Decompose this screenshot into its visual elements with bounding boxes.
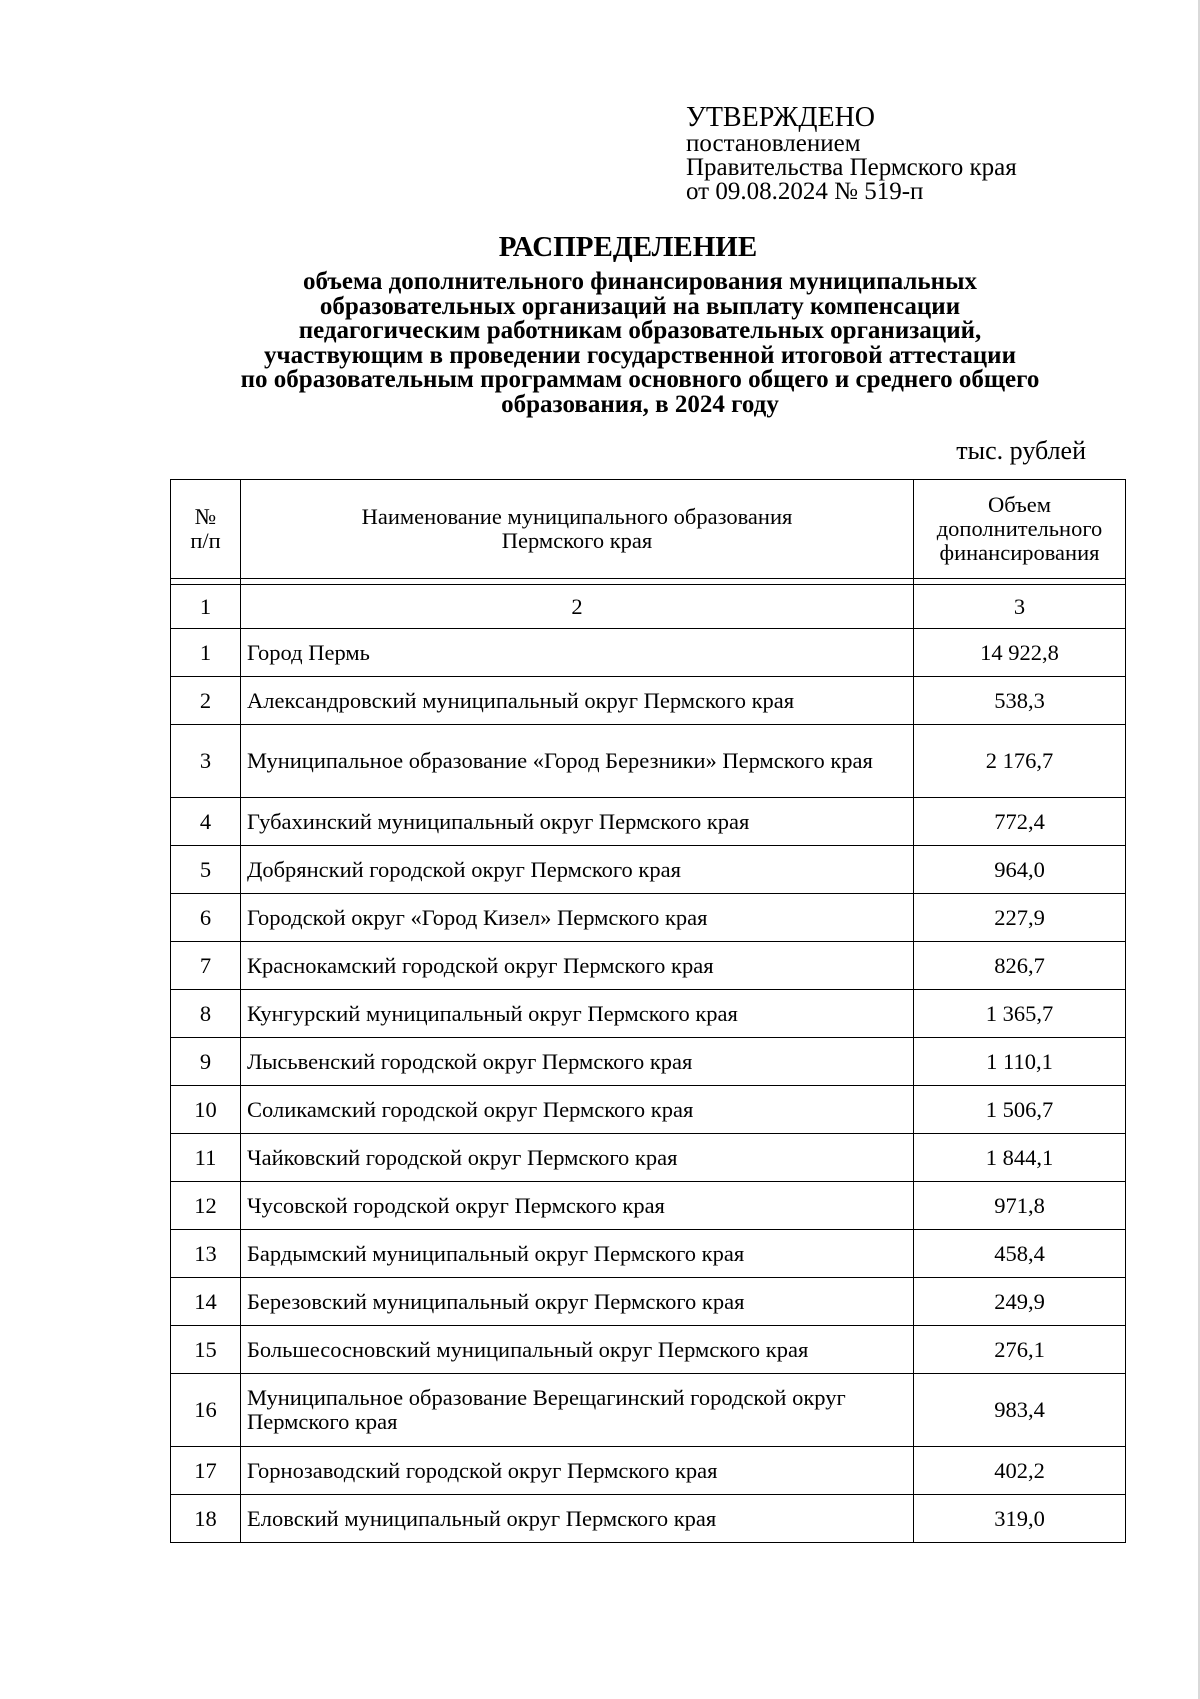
table-row [171, 1278, 1126, 1326]
table-row [171, 846, 1126, 894]
subtitle-line: по образовательным программам основного общего и среднего общего [240, 366, 1040, 393]
header-value-line: финансирования [939, 540, 1100, 565]
allocation-table [170, 479, 1126, 1543]
row-number: 8 [171, 990, 241, 1038]
funding-value: 1 844,1 [914, 1134, 1126, 1182]
subtitle-line: педагогическим работникам образовательных организаций, [298, 317, 982, 344]
funding-value: 458,4 [914, 1230, 1126, 1278]
row-number: 4 [171, 798, 241, 846]
funding-value: 1 365,7 [914, 990, 1126, 1038]
funding-value: 772,4 [914, 798, 1126, 846]
subtitle-line: участвующим в проведении государственной итоговой аттестации [264, 341, 1016, 369]
table-row [171, 894, 1126, 942]
table-row [171, 1086, 1126, 1134]
funding-value: 1 110,1 [914, 1038, 1126, 1086]
header-name-line: Наименование муниципального образования [361, 504, 793, 529]
funding-value: 227,9 [914, 894, 1126, 942]
row-number: 11 [171, 1134, 241, 1182]
funding-value: 983,4 [914, 1374, 1126, 1447]
row-number: 10 [171, 1086, 241, 1134]
municipality-name: Город Пермь [241, 629, 914, 677]
row-number: 13 [171, 1230, 241, 1278]
row-number: 5 [171, 846, 241, 894]
column-index: 2 [241, 585, 914, 629]
table-row [171, 629, 1126, 677]
municipality-name: Кунгурский муниципальный округ Пермского края [241, 990, 914, 1038]
table-row [171, 942, 1126, 990]
table-row [171, 725, 1126, 798]
row-number: 17 [171, 1447, 241, 1495]
row-number: 7 [171, 942, 241, 990]
municipality-name: Березовский муниципальный округ Пермского края [241, 1278, 914, 1326]
municipality-name: Горнозаводский городской округ Пермского края [241, 1447, 914, 1495]
municipality-name: Александровский муниципальный округ Пермского края [241, 677, 914, 725]
municipality-name: Городской округ «Город Кизел» Пермского края [241, 894, 914, 942]
approval-stamp [686, 104, 1017, 204]
header-name [241, 480, 914, 579]
row-number: 9 [171, 1038, 241, 1086]
municipality-name: Соликамский городской округ Пермского края [241, 1086, 914, 1134]
table-row [171, 1447, 1126, 1495]
approval-date: от 09.08.2024 № 519-п [686, 178, 924, 205]
subtitle-line: объема дополнительного финансирования муниципальных [302, 268, 978, 295]
header-name-line: Пермского края [501, 528, 653, 553]
row-number: 1 [171, 629, 241, 677]
table-row [171, 1230, 1126, 1278]
row-number: 2 [171, 677, 241, 725]
table-row [171, 677, 1126, 725]
funding-value: 402,2 [914, 1447, 1126, 1495]
document-title: РАСПРЕДЕЛЕНИЕ [498, 231, 758, 263]
table-row [171, 1182, 1126, 1230]
funding-value: 1 506,7 [914, 1086, 1126, 1134]
table-row [171, 1374, 1126, 1447]
row-number: 15 [171, 1326, 241, 1374]
municipality-name: Муниципальное образование «Город Березники» Пермского края [241, 725, 914, 798]
document-subtitle [140, 270, 1140, 417]
row-number: 12 [171, 1182, 241, 1230]
table-row [171, 1326, 1126, 1374]
row-number: 18 [171, 1495, 241, 1543]
column-index: 3 [914, 585, 1126, 629]
column-index-row [171, 585, 1126, 629]
municipality-name: Еловский муниципальный округ Пермского края [241, 1495, 914, 1543]
table-row [171, 990, 1126, 1038]
approval-line: Правительства Пермского края [686, 154, 1017, 181]
row-number: 16 [171, 1374, 241, 1447]
funding-value: 319,0 [914, 1495, 1126, 1543]
funding-value: 276,1 [914, 1326, 1126, 1374]
header-value [914, 480, 1126, 579]
header-value-line: дополнительного [936, 516, 1103, 541]
approval-title: УТВЕРЖДЕНО [686, 102, 876, 133]
municipality-name: Большесосновский муниципальный округ Пермского края [241, 1326, 914, 1374]
table-row [171, 798, 1126, 846]
approval-line: постановлением [686, 130, 861, 157]
row-number: 14 [171, 1278, 241, 1326]
municipality-name: Муниципальное образование Верещагинский городской округ Пермского края [241, 1374, 914, 1447]
table-header-row [171, 480, 1126, 579]
municipality-name: Чайковский городской округ Пермского края [241, 1134, 914, 1182]
funding-value: 538,3 [914, 677, 1126, 725]
row-number: 3 [171, 725, 241, 798]
units-label: тыс. рублей [956, 436, 1086, 465]
table-row [171, 1495, 1126, 1543]
funding-value: 964,0 [914, 846, 1126, 894]
subtitle-line: образовательных организаций на выплату компенсации [319, 292, 961, 320]
funding-value: 826,7 [914, 942, 1126, 990]
funding-value: 971,8 [914, 1182, 1126, 1230]
header-value-line: Объем [988, 492, 1051, 517]
municipality-name: Добрянский городской округ Пермского края [241, 846, 914, 894]
subtitle-line: образования, в 2024 году [501, 390, 779, 418]
column-index: 1 [171, 585, 241, 629]
municipality-name: Лысьвенский городской округ Пермского края [241, 1038, 914, 1086]
header-num [171, 480, 241, 579]
municipality-name: Губахинский муниципальный округ Пермского края [241, 798, 914, 846]
header-num-line: № [194, 504, 217, 529]
funding-value: 2 176,7 [914, 725, 1126, 798]
funding-value: 249,9 [914, 1278, 1126, 1326]
header-num-line: п/п [190, 528, 221, 553]
row-number: 6 [171, 894, 241, 942]
table-row [171, 1038, 1126, 1086]
municipality-name: Чусовской городской округ Пермского края [241, 1182, 914, 1230]
municipality-name: Краснокамский городской округ Пермского края [241, 942, 914, 990]
table-row [171, 1134, 1126, 1182]
funding-value: 14 922,8 [914, 629, 1126, 677]
municipality-name: Бардымский муниципальный округ Пермского края [241, 1230, 914, 1278]
